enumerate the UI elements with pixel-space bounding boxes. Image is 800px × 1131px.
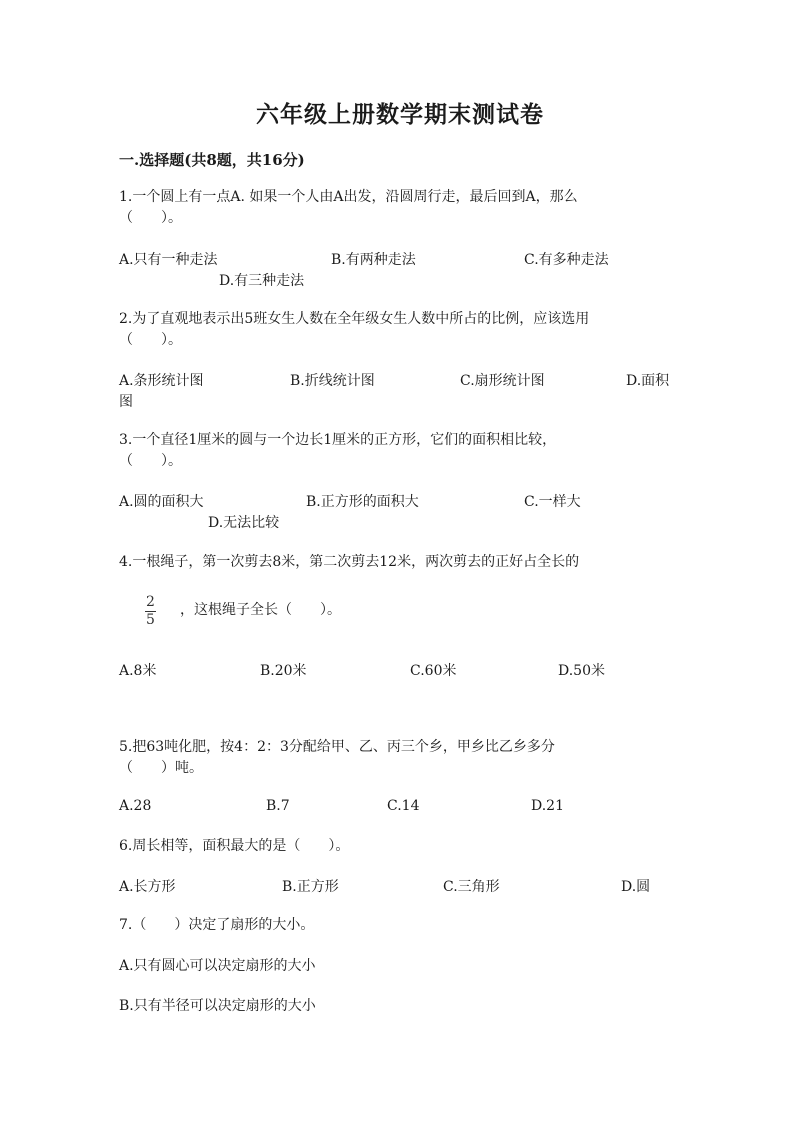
question-5-option-c[interactable]: C.14: [387, 798, 420, 814]
fraction: [145, 595, 156, 628]
question-6-option-a[interactable]: A.长方形: [119, 879, 176, 895]
question-4-option-b[interactable]: B.20米: [260, 663, 307, 679]
question-7-option-a[interactable]: A.只有圆心可以决定扇形的大小: [119, 958, 316, 974]
question-1-option-b[interactable]: B.有两种走法: [331, 252, 416, 268]
question-1-line-1: 1.一个圆上有一点A. 如果一个人由A出发，沿圆周行走，最后回到A，那么: [119, 189, 578, 205]
question-7-line-1: 7.（ ）决定了扇形的大小。: [119, 917, 315, 933]
question-2-option-a[interactable]: A.条形统计图: [119, 373, 204, 389]
question-4-option-a[interactable]: A.8米: [119, 663, 157, 679]
fraction-numerator: 2: [146, 594, 155, 610]
question-3-line-1: 3.一个直径1厘米的圆与一个边长1厘米的正方形，它们的面积相比较，: [119, 432, 557, 448]
question-2-line-2: （ ）。: [119, 332, 182, 348]
question-6-line-1: 6.周长相等，面积最大的是（ ）。: [119, 838, 350, 854]
page-title: 六年级上册数学期末测试卷: [256, 101, 544, 128]
question-5-option-d[interactable]: D.21: [531, 798, 564, 814]
question-2-line-1: 2.为了直观地表示出5班女生人数在全年级女生人数中所占的比例，应该选用: [119, 311, 590, 327]
question-4-line-1: 4.一根绳子，第一次剪去8米，第二次剪去12米，两次剪去的正好占全长的: [119, 554, 580, 570]
fraction-denominator: 5: [146, 612, 155, 628]
question-2-option-c[interactable]: C.扇形统计图: [460, 373, 545, 389]
question-2-option-b[interactable]: B.折线统计图: [290, 373, 375, 389]
question-4-line-2: ，这根绳子全长（ ）。: [180, 602, 341, 618]
question-5-option-b[interactable]: B.7: [266, 798, 290, 814]
question-1-option-d[interactable]: D.有三种走法: [219, 273, 305, 289]
question-1-option-c[interactable]: C.有多种走法: [524, 252, 609, 268]
section-heading: 一.选择题(共8题，共16分): [119, 151, 305, 169]
question-6-option-c[interactable]: C.三角形: [443, 879, 500, 895]
question-1-line-2: （ ）。: [119, 210, 182, 226]
question-4-option-d[interactable]: D.50米: [558, 663, 605, 679]
question-3-option-c[interactable]: C.一样大: [524, 494, 581, 510]
question-2-option-d[interactable]: D.面积: [626, 373, 670, 389]
question-6-option-b[interactable]: B.正方形: [282, 879, 339, 895]
question-3-line-2: （ ）。: [119, 453, 182, 469]
question-3-option-d[interactable]: D.无法比较: [208, 515, 280, 531]
question-5-line-1: 5.把63吨化肥，按4：2：3分配给甲、乙、丙三个乡，甲乡比乙乡多分: [119, 739, 555, 755]
question-5-line-2: （ ）吨。: [119, 760, 203, 776]
question-4-option-c[interactable]: C.60米: [410, 663, 457, 679]
question-6-option-d[interactable]: D.圆: [621, 879, 651, 895]
question-3-option-b[interactable]: B.正方形的面积大: [306, 494, 419, 510]
question-7-option-b[interactable]: B.只有半径可以决定扇形的大小: [119, 998, 316, 1014]
question-2-option-d-wrap: 图: [119, 394, 133, 410]
question-5-option-a[interactable]: A.28: [119, 798, 152, 814]
question-1-option-a[interactable]: A.只有一种走法: [119, 252, 218, 268]
question-3-option-a[interactable]: A.圆的面积大: [119, 494, 204, 510]
